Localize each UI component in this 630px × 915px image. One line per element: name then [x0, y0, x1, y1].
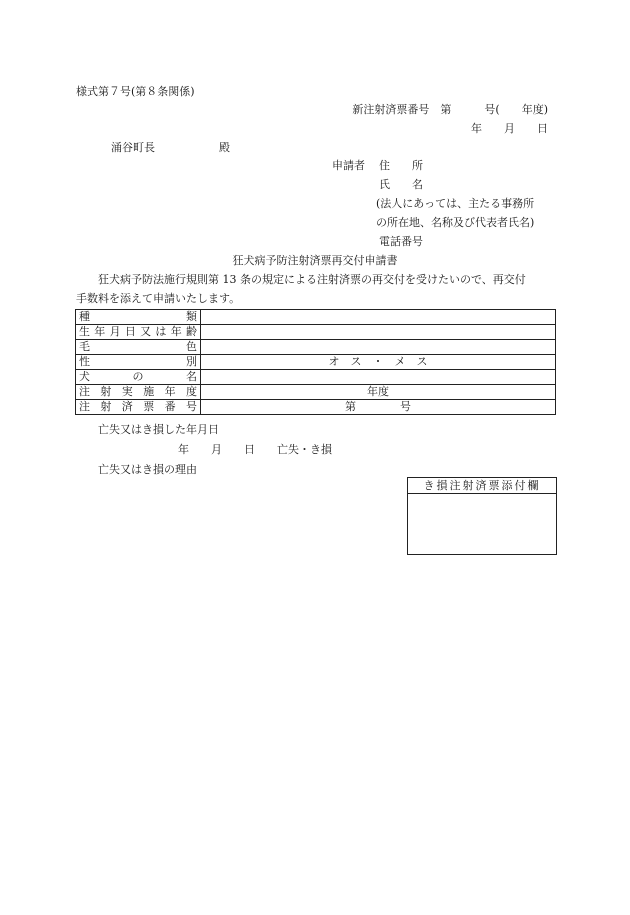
table-row — [76, 355, 556, 370]
row-label-tag-number: 注射済票番号 — [76, 400, 201, 415]
damaged-tag-attachment-box — [407, 477, 557, 555]
row-label-dog-name: 犬の名 — [76, 370, 201, 385]
row-label-coat-color: 毛色 — [76, 340, 201, 355]
table-row — [76, 310, 556, 325]
row-value-sex[interactable]: オ ス ・ メ ス — [201, 355, 556, 370]
honorific: 殿 — [219, 141, 230, 154]
row-label-birthdate: 生年月日又は年齢 — [76, 325, 201, 340]
body-line-2: 手数料を添えて申請いたします。 — [76, 292, 241, 305]
attachment-area[interactable] — [408, 494, 556, 554]
dog-info-table — [75, 309, 556, 415]
address-label: 住 所 — [379, 159, 423, 172]
body-line-1: 狂犬病予防法施行規則第 13 条の規定による注射済票の再交付を受けたいので、再交付 — [98, 273, 526, 286]
row-value-type[interactable] — [201, 310, 556, 325]
form-label: 様式第７号(第８条関係) — [76, 85, 195, 98]
row-value-birthdate[interactable] — [201, 325, 556, 340]
row-label-injection-year: 注射実施年度 — [76, 385, 201, 400]
row-value-dog-name[interactable] — [201, 370, 556, 385]
table-row — [76, 400, 556, 415]
corporate-note-line-2: の所在地、名称及び代表者氏名) — [376, 216, 535, 229]
loss-date-label: 亡失又はき損した年月日 — [98, 423, 219, 436]
row-value-tag-number[interactable]: 第 号 — [201, 400, 556, 415]
loss-reason-label: 亡失又はき損の理由 — [98, 463, 197, 476]
corporate-note-line-1: (法人にあっては、主たる事務所 — [376, 197, 535, 210]
applicant-label: 申請者 — [332, 159, 365, 172]
table-row — [76, 340, 556, 355]
attachment-box-title: き損注射済票添付欄 — [408, 478, 556, 494]
row-label-type: 種類 — [76, 310, 201, 325]
table-row — [76, 370, 556, 385]
date-line: 年 月 日 — [471, 122, 548, 135]
phone-label: 電話番号 — [379, 235, 423, 248]
loss-date-value: 年 月 日 亡失・き損 — [178, 443, 332, 456]
name-label: 氏 名 — [379, 178, 423, 191]
row-label-sex: 性別 — [76, 355, 201, 370]
tag-number-line: 新注射済票番号 第 号( 年度) — [352, 103, 548, 116]
row-value-injection-year[interactable]: 年度 — [201, 385, 556, 400]
addressee: 涌谷町長 — [111, 141, 155, 154]
row-value-coat-color[interactable] — [201, 340, 556, 355]
form-title: 狂犬病予防注射済票再交付申請書 — [232, 254, 398, 267]
table-row — [76, 325, 556, 340]
table-row — [76, 385, 556, 400]
